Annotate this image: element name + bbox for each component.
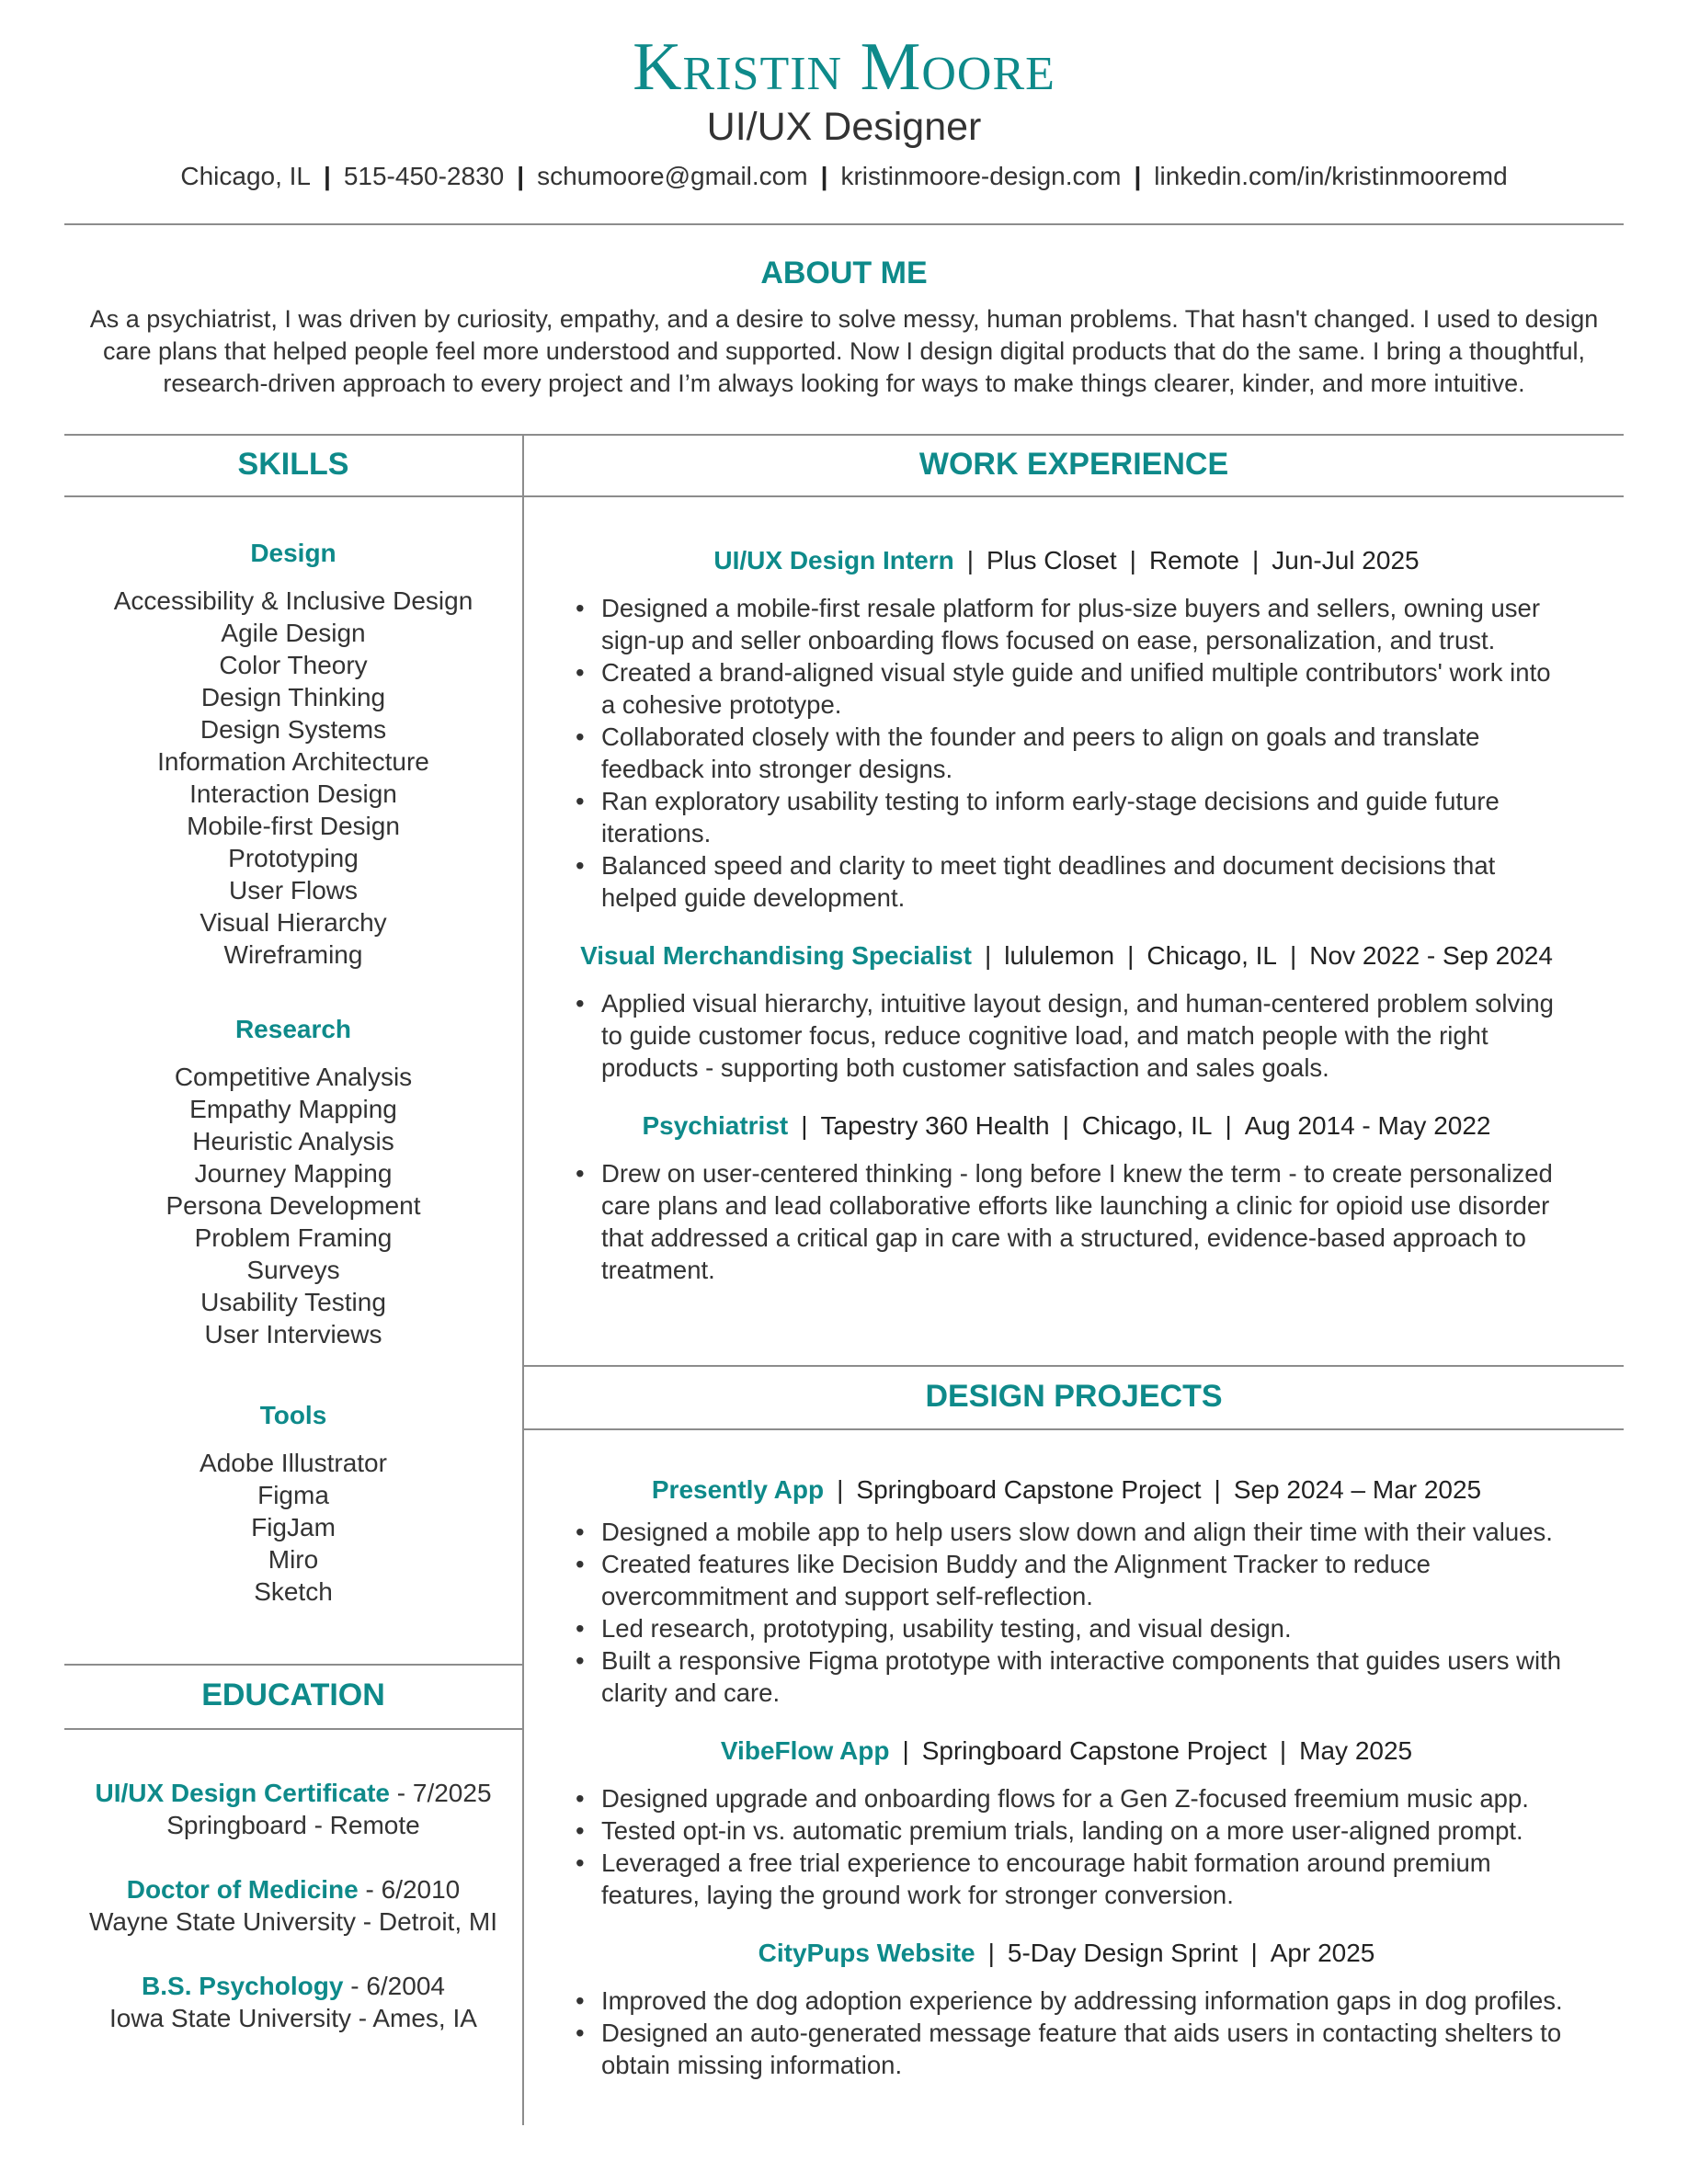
job-bullets (570, 592, 1563, 914)
project-header (570, 1937, 1563, 1970)
job-entry (570, 939, 1563, 1084)
skill-item: Miro (268, 1545, 319, 1574)
project-separator: | (837, 1475, 844, 1504)
project-bullet: • Built a responsive Figma prototype with interactive components that guides users with clarity and care. (570, 1644, 1563, 1709)
job-location: Chicago, IL (1146, 941, 1277, 970)
contact-website[interactable]: kristinmoore-design.com (840, 162, 1122, 191)
education-school: Wayne State University - Detroit, MI (89, 1907, 497, 1936)
contact-separator: | (820, 162, 828, 191)
project-context: Springboard Capstone Project (856, 1475, 1202, 1504)
job-bullet: • Ran exploratory usability testing to inform early-stage decisions and guide future iterations. (570, 785, 1563, 849)
education-date: - 6/2010 (358, 1875, 461, 1904)
skills-tools-list (64, 1447, 522, 1608)
education-date: - 7/2025 (390, 1779, 492, 1807)
project-bullets (570, 1516, 1563, 1709)
project-bullet: • Designed a mobile app to help users slow down and align their time with their values. (570, 1516, 1563, 1548)
job-title: UI/UX Design Intern (713, 546, 954, 574)
project-entry (570, 1473, 1563, 1709)
job-dates: Jun-Jul 2025 (1272, 546, 1420, 574)
work-heading: WORK EXPERIENCE (918, 447, 1229, 482)
education-date: - 6/2004 (343, 1972, 445, 2000)
job-bullets (570, 987, 1563, 1084)
skill-item: Visual Hierarchy (200, 908, 387, 937)
education-item (64, 1970, 522, 2034)
project-bullet: • Tested opt-in vs. automatic premium trials, landing on a more user-aligned prompt. (570, 1814, 1563, 1847)
work-list (570, 544, 1563, 1286)
project-bullet: • Led research, prototyping, usability testing, and visual design. (570, 1612, 1563, 1644)
project-bullet: • Created features like Decision Buddy and the Alignment Tracker to reduce overcommitment and support self-reflection. (570, 1548, 1563, 1612)
contact-separator: | (517, 162, 525, 191)
projects-list (570, 1473, 1563, 2081)
skill-item: Agile Design (221, 619, 366, 647)
job-bullet: • Created a brand-aligned visual style guide and unified multiple contributors' work into a cohesive prototype. (570, 656, 1563, 721)
project-entry (570, 1937, 1563, 2081)
project-bullet: • Improved the dog adoption experience by addressing information gaps in dog profiles. (570, 1985, 1563, 2017)
skill-item: Empathy Mapping (189, 1095, 397, 1123)
job-location: Remote (1148, 546, 1239, 574)
skill-item: Sketch (254, 1577, 333, 1606)
project-context: 5-Day Design Sprint (1007, 1939, 1238, 1967)
skills-design-group (64, 537, 522, 971)
project-title: Presently App (651, 1475, 825, 1504)
project-dates: May 2025 (1299, 1736, 1413, 1765)
skills-design-list (64, 585, 522, 971)
skills-heading: SKILLS (237, 447, 349, 482)
job-separator: | (1062, 1111, 1069, 1140)
skill-item: Usability Testing (200, 1288, 386, 1316)
project-title: VibeFlow App (720, 1736, 890, 1765)
about-text: As a psychiatrist, I was driven by curiosity, empathy, and a desire to solve messy, human problems. That hasn't changed. I used to design care plans that helped people feel more understood and supported. Now I design digital products that do the same. I bring a thoughtful, research-driven approach to every project and I’m always looking for ways to make things clearer, kinder, and more intuitive. (89, 305, 1599, 397)
project-header (570, 1735, 1563, 1768)
skills-research-group (64, 1013, 522, 1350)
job-title: Visual Merchandising Specialist (580, 941, 972, 970)
job-header (570, 939, 1563, 973)
job-separator: | (1129, 546, 1136, 574)
job-bullet: • Drew on user-centered thinking - long before I knew the term - to create personalized care plans and lead collaborative efforts like launching a clinic for opioid use disorder that addressed a critical gap in care with a structured, evidence-based approach to treatment. (570, 1157, 1563, 1286)
education-divider-bottom (64, 1728, 522, 1730)
resume-header (64, 29, 1624, 192)
skill-item: Heuristic Analysis (192, 1127, 394, 1155)
project-bullet: • Leveraged a free trial experience to encourage habit formation around premium features, laying the ground work for stronger conversion. (570, 1847, 1563, 1911)
education-school: Springboard - Remote (166, 1811, 420, 1839)
skills-research-list (64, 1061, 522, 1350)
project-context: Springboard Capstone Project (921, 1736, 1267, 1765)
education-list (64, 1777, 522, 2034)
skill-item: Figma (257, 1481, 329, 1509)
skill-item: Journey Mapping (194, 1159, 393, 1188)
project-bullet: • Designed an auto-generated message feature that aids users in contacting shelters to obtain missing information. (570, 2017, 1563, 2081)
project-separator: | (1279, 1736, 1287, 1765)
contact-email[interactable]: schumoore@gmail.com (537, 162, 808, 191)
job-separator: | (1225, 1111, 1232, 1140)
project-title: CityPups Website (758, 1939, 975, 1967)
contact-linkedin[interactable]: linkedin.com/in/kristinmooremd (1154, 162, 1508, 191)
education-degree: Doctor of Medicine (126, 1875, 359, 1904)
project-separator: | (1214, 1475, 1221, 1504)
skills-tools-heading: Tools (259, 1401, 327, 1429)
skill-item: Accessibility & Inclusive Design (113, 586, 473, 615)
skill-item: Color Theory (219, 651, 368, 679)
skill-item: Problem Framing (194, 1223, 393, 1252)
section-divider-bottom (64, 495, 1624, 497)
education-divider-top (64, 1664, 522, 1666)
skill-item: Wireframing (223, 940, 363, 969)
job-bullet: • Applied visual hierarchy, intuitive layout design, and human-centered problem solving to guide customer focus, reduce cognitive load, and match people with the right products - supporting both customer satisfaction and sales goals. (570, 987, 1563, 1084)
job-company: Tapestry 360 Health (820, 1111, 1050, 1140)
education-heading: EDUCATION (201, 1678, 385, 1712)
project-separator: | (902, 1736, 909, 1765)
skill-item: User Interviews (204, 1320, 382, 1348)
project-bullet: • Designed upgrade and onboarding flows for a Gen Z-focused freemium music app. (570, 1782, 1563, 1814)
job-header (570, 1109, 1563, 1143)
job-company: lululemon (1004, 941, 1115, 970)
skills-tools-group (64, 1399, 522, 1608)
skill-item: Competitive Analysis (174, 1063, 413, 1091)
job-separator: | (984, 941, 992, 970)
skills-design-heading: Design (250, 539, 336, 567)
skill-item: Adobe Illustrator (200, 1449, 387, 1477)
job-dates: Aug 2014 - May 2022 (1244, 1111, 1491, 1140)
job-company: Plus Closet (987, 546, 1117, 574)
skill-item: Design Systems (200, 715, 387, 744)
skill-item: Prototyping (228, 844, 359, 872)
job-bullet: • Collaborated closely with the founder and peers to align on goals and translate feedback into stronger designs. (570, 721, 1563, 785)
project-dates: Sep 2024 – Mar 2025 (1233, 1475, 1482, 1504)
job-entry (570, 544, 1563, 914)
skill-item: FigJam (251, 1513, 336, 1541)
skill-item: Information Architecture (157, 747, 429, 776)
contact-separator: | (324, 162, 331, 191)
job-title: Psychiatrist (642, 1111, 789, 1140)
header-divider (64, 223, 1624, 225)
job-location: Chicago, IL (1081, 1111, 1213, 1140)
job-separator: | (1290, 941, 1297, 970)
education-degree: UI/UX Design Certificate (95, 1779, 390, 1807)
skills-research-heading: Research (234, 1015, 352, 1043)
project-entry (570, 1735, 1563, 1911)
contact-phone[interactable]: 515-450-2830 (343, 162, 505, 191)
projects-divider-bottom (522, 1428, 1624, 1430)
job-entry (570, 1109, 1563, 1286)
contact-separator: | (1134, 162, 1142, 191)
job-separator: | (1251, 546, 1260, 574)
project-bullets (570, 1985, 1563, 2081)
project-separator: | (987, 1939, 995, 1967)
job-bullet: • Designed a mobile-first resale platform for plus-size buyers and sellers, owning user sign-up and seller onboarding flows focused on ease, personalization, and trust. (570, 592, 1563, 656)
contact-location: Chicago, IL (180, 162, 311, 191)
project-dates: Apr 2025 (1270, 1939, 1375, 1967)
column-divider (522, 436, 524, 2125)
education-school: Iowa State University - Ames, IA (109, 2004, 477, 2032)
job-bullets (570, 1157, 1563, 1286)
skill-item: Mobile-first Design (187, 812, 400, 840)
skill-item: User Flows (228, 876, 358, 904)
skill-item: Interaction Design (189, 779, 397, 808)
job-separator: | (801, 1111, 808, 1140)
about-heading: ABOUT ME (760, 256, 928, 290)
candidate-name: Kristin Moore (633, 29, 1055, 105)
education-item (64, 1873, 522, 1938)
education-degree: B.S. Psychology (142, 1972, 344, 2000)
contact-line (64, 161, 1624, 192)
project-bullets (570, 1782, 1563, 1911)
project-header (570, 1473, 1563, 1507)
project-separator: | (1250, 1939, 1258, 1967)
candidate-title: UI/UX Designer (706, 105, 982, 149)
section-divider-top (64, 434, 1624, 436)
job-dates: Nov 2022 - Sep 2024 (1309, 941, 1553, 970)
job-separator: | (1127, 941, 1135, 970)
job-separator: | (966, 546, 975, 574)
education-item (64, 1777, 522, 1841)
projects-heading: DESIGN PROJECTS (925, 1379, 1223, 1414)
job-header (570, 544, 1563, 577)
skill-item: Design Thinking (200, 683, 386, 711)
skill-item: Surveys (246, 1256, 340, 1284)
projects-divider-top (522, 1365, 1624, 1367)
job-bullet: • Balanced speed and clarity to meet tight deadlines and document decisions that helped guide development. (570, 849, 1563, 914)
skill-item: Persona Development (165, 1191, 421, 1220)
